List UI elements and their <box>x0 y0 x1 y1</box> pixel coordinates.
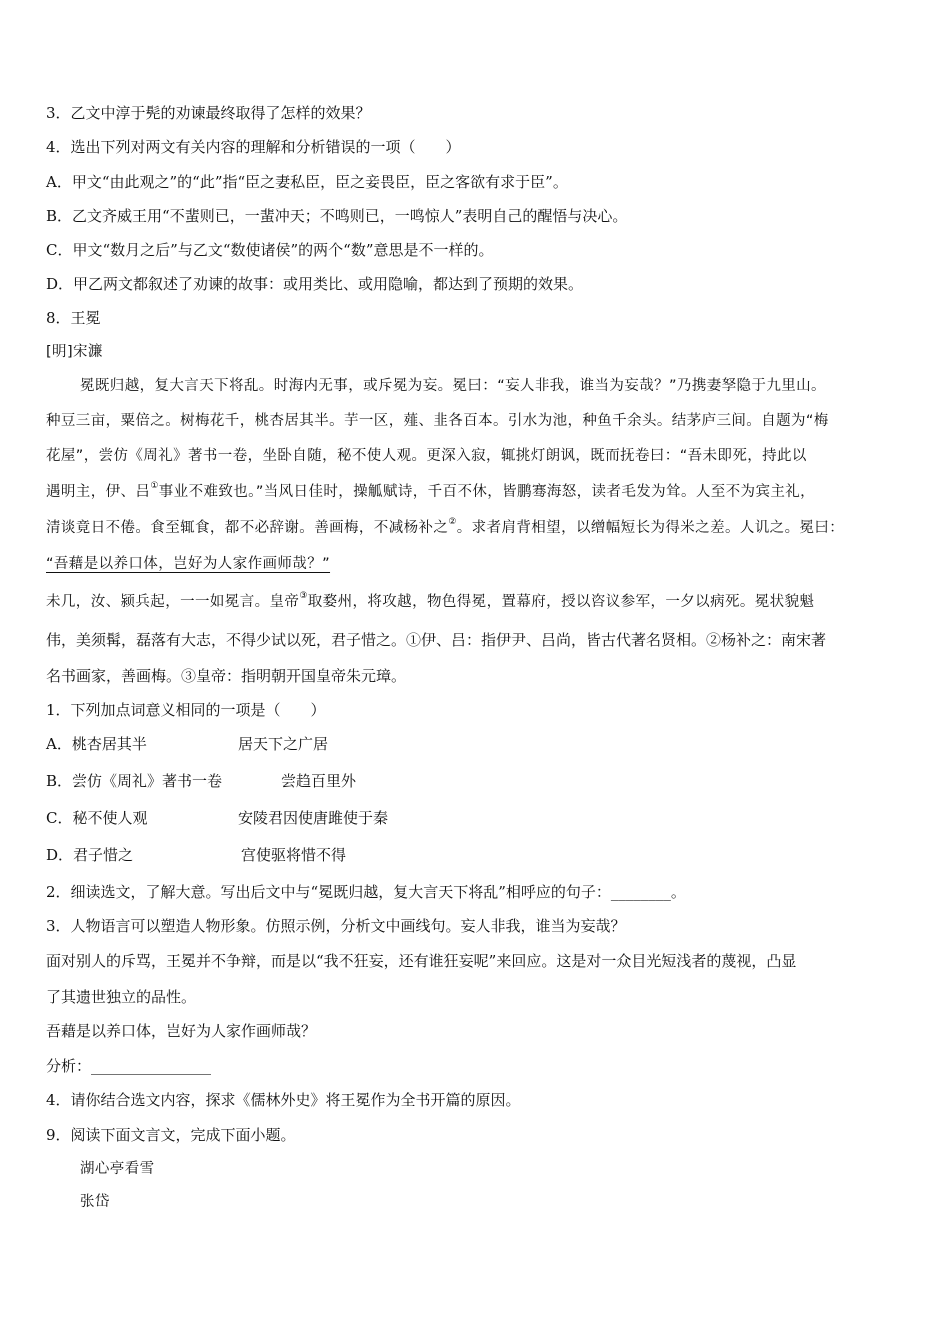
section-9-title: 湖心亭看雪 <box>80 1161 155 1177</box>
q8-example-line-2: 了其遗世独立的品性。 <box>46 988 197 1006</box>
option-d-prev: D．甲乙两文都叙述了劝谏的故事：或用类比、或用隐喻，都达到了预期的效果。 <box>46 275 584 293</box>
passage-line-5-a: 清谈竟日不倦。食至辄食，都不必辞谢。善画梅，不减杨补之 <box>46 520 449 536</box>
passage-line-4-a: 遇明主，伊、吕 <box>46 484 151 500</box>
q8-question-1: 1．下列加点词意义相同的一项是（ ） <box>46 701 326 719</box>
q8-option-a-compare: 居天下之广居 <box>238 735 329 753</box>
passage-line-7-a: 未几，汝、颍兵起，一一如冕言。皇帝 <box>46 594 300 610</box>
passage-line-1: 冕既归越，复大言天下将乱。时海内无事，或斥冕为妄。冕曰：“妄人非我，谁当为妄哉？”乃携妻孥隐于九里山。 <box>80 378 826 394</box>
passage-line-7-b: 取婺州，将攻越，物色得冕，置幕府，授以咨议参军，一夕以病死。冕状貌魁 <box>307 594 815 610</box>
q8-option-a: A．桃杏居其半 <box>46 735 147 753</box>
footnote-marker-3: ③ <box>299 591 308 601</box>
underlined-sentence: “吾藉是以养口体，岂好为人家作画师哉？” <box>46 556 331 572</box>
q8-question-4: 4．请你结合选文内容，探求《儒林外史》将王冕作为全书开篇的原因。 <box>46 1091 521 1109</box>
q8-option-d: D．君子惜之 <box>46 846 134 864</box>
passage-line-7 <box>46 592 814 612</box>
question-4-prev: 4．选出下列对两文有关内容的理解和分析错误的一项（ ） <box>46 138 461 156</box>
q8-question-3: 3．人物语言可以塑造人物形象。仿照示例，分析文中画线句。妄人非我，谁当为妄哉？ <box>46 917 626 935</box>
passage-line-5-b: 。求者肩背相望，以缯幅短长为得米之差。人讥之。冕曰： <box>456 520 845 536</box>
q8-analysis-blank: 分析：________________ <box>46 1057 212 1075</box>
passage-line-3: 花屋”，尝仿《周礼》著书一卷，坐卧自随，秘不使人观。更深入寂，辄挑灯朗讽，既而抚卷曰：“吾未即死，持此以 <box>46 448 807 464</box>
q8-example-line-1: 面对别人的斥骂，王冕并不争辩，而是以“我不狂妄，还有谁狂妄呢”来回应。这是对一众目光短浅者的蔑视，凸显 <box>46 952 797 970</box>
q8-target-sentence: 吾藉是以养口体，岂好为人家作画师哉？ <box>46 1022 317 1040</box>
section-9-author: 张岱 <box>80 1194 110 1210</box>
passage-author: [明]宋濂 <box>46 344 103 360</box>
footnote-marker-2: ② <box>448 517 457 527</box>
option-c-prev: C．甲文“数月之后”与乙文“数使诸侯”的两个“数”意思是不一样的。 <box>46 241 494 259</box>
passage-line-4-b: 事业不难致也。”当风日佳时，操觚赋诗，千百不休，皆鹏骞海怒，读者毛发为耸。人至不为宾主礼， <box>158 484 816 500</box>
q8-question-2: 2．细读选文，了解大意。写出后文中与“冕既归越，复大言天下将乱”相呼应的句子：________。 <box>46 883 686 901</box>
option-a-prev: A．甲文“由此观之”的“此”指“臣之妻私臣，臣之妾畏臣，臣之客欲有求于臣”。 <box>46 173 568 191</box>
question-3-prev: 3．乙文中淳于髡的劝谏最终取得了怎样的效果？ <box>46 104 371 122</box>
passage-line-9: 名书画家，善画梅。③皇帝：指明朝开国皇帝朱元璋。 <box>46 667 407 685</box>
option-b-prev: B．乙文齐威王用“不蜚则已，一蜚冲天；不鸣则已，一鸣惊人”表明自己的醒悟与决心。 <box>46 207 628 225</box>
q8-option-c: C．秘不使人观 <box>46 809 148 827</box>
passage-line-8: 伟，美须髯，磊落有大志，不得少试以死，君子惜之。①伊、吕：指伊尹、吕尚，皆古代著名贤相。②杨补之：南宋著 <box>46 631 827 649</box>
section-9-heading: 9．阅读下面文言文，完成下面小题。 <box>46 1126 296 1144</box>
q8-option-d-compare: 宫使驱将惜不得 <box>241 846 347 864</box>
footnote-marker-1: ① <box>150 481 159 491</box>
passage-line-2: 种豆三亩，粟倍之。树梅花千，桃杏居其半。芋一区，薤、韭各百本。引水为池，种鱼千余头。结茅庐三间。自题为“梅 <box>46 413 829 429</box>
q8-option-c-compare: 安陵君因使唐雎使于秦 <box>238 809 389 827</box>
section-8-heading: 8．王冕 <box>46 309 101 327</box>
q8-option-b: B．尝仿《周礼》著书一卷 <box>46 772 223 790</box>
passage-line-4 <box>46 482 815 502</box>
passage-line-5 <box>46 518 844 538</box>
q8-option-b-compare: 尝趋百里外 <box>281 772 357 790</box>
